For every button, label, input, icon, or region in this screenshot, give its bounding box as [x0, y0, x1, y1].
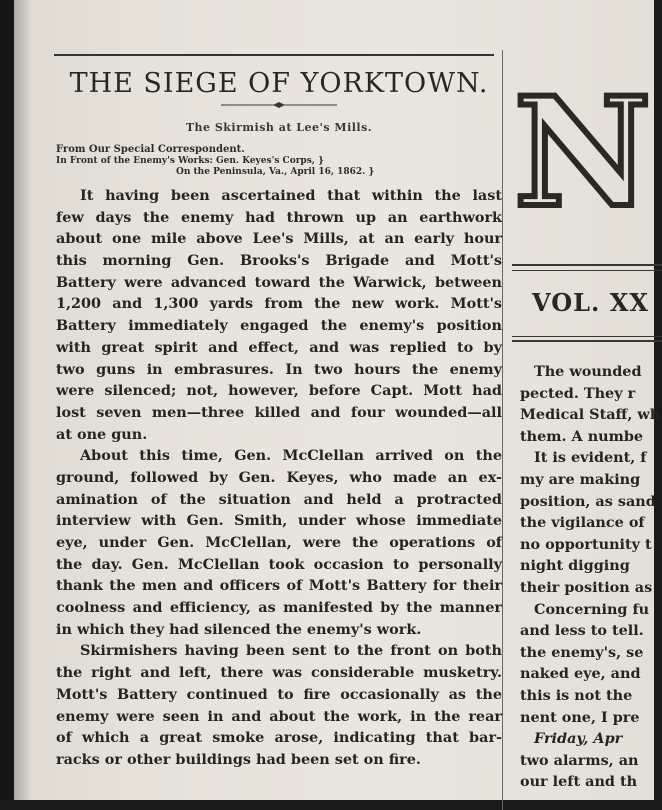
- column-line: Friday, Apr: [534, 730, 623, 748]
- masthead-rule: [512, 340, 662, 342]
- column-line: two alarms, an: [520, 751, 639, 769]
- body-line: 1,200 and 1,300 yards from the new work. Mott's: [56, 295, 502, 313]
- body-line: interview with Gen. Smith, under whose immediate: [56, 512, 502, 530]
- masthead-rule: [512, 264, 662, 266]
- column-line: the enemy's, se: [520, 643, 644, 661]
- body-line: About this time, Gen. McClellan arrived on the: [80, 447, 502, 465]
- column-line: my are making: [520, 470, 641, 488]
- column-line: no opportunity t: [520, 535, 652, 553]
- article-column: [56, 60, 502, 771]
- column-line: them. A numbe: [520, 427, 644, 445]
- body-line: this morning Gen. Brooks's Brigade and Mott's: [56, 252, 502, 270]
- body-line: the right and left, there was considerable musketry.: [56, 664, 502, 682]
- column-line: nent one, I pre: [520, 708, 640, 726]
- body-line: eye, under Gen. McClellan, were the operations of: [56, 534, 502, 551]
- body-line: racks or other buildings had been set on fire.: [56, 750, 421, 768]
- body-line: lost seven men—three killed and four wounded—all: [56, 403, 502, 421]
- body-line: Mott's Battery continued to fire occasionally as the: [56, 685, 502, 703]
- top-rule: [54, 54, 494, 56]
- column-line: The wounded: [534, 363, 642, 380]
- column-line: Concerning fu: [534, 600, 650, 618]
- column-line: It is evident, f: [534, 449, 647, 467]
- body-line: Skirmishers having been sent to the front on both: [80, 642, 502, 660]
- column-line: position, as sand: [520, 492, 656, 510]
- article-byline: From Our Special Correspondent.: [56, 144, 245, 155]
- body-line: ground, followed by Gen. Keyes, who made an ex-: [56, 468, 502, 486]
- column-line: our left and th: [520, 773, 638, 791]
- body-line: thank the men and officers of Mott's Battery for their: [56, 577, 502, 595]
- body-line: Battery were advanced toward the Warwick, between: [56, 273, 502, 291]
- volume-label: VOL. XX: [532, 288, 649, 317]
- article-headline: THE SIEGE OF YORKTOWN.: [69, 68, 489, 99]
- dateline-line-2: On the Peninsula, Va., April 16, 1862. }: [176, 167, 375, 177]
- body-line: few days the enemy had thrown up an earthwork: [56, 208, 502, 226]
- body-line: in which they had silenced the enemy's work.: [56, 620, 422, 638]
- column-line: this is not the: [520, 686, 633, 704]
- column-line: naked eye, and: [520, 665, 641, 683]
- body-line: with great spirit and effect, and was replied to by: [56, 338, 502, 356]
- masthead-initial: [514, 65, 654, 241]
- adjacent-column-text: [520, 361, 660, 793]
- newspaper-page: [14, 0, 661, 800]
- article-body: [56, 185, 502, 771]
- body-line: the day. Gen. McClellan took occasion to personally: [56, 555, 502, 573]
- column-line: and less to tell.: [520, 622, 644, 640]
- masthead-letter: N: [514, 65, 652, 241]
- body-line: amination of the situation and held a protracted: [56, 490, 502, 508]
- body-line: coolness and efficiency, as manifested by the manner: [56, 599, 502, 617]
- body-line: were silenced; not, however, before Capt. Mott had: [56, 382, 502, 400]
- column-line: pected. They r: [520, 384, 636, 402]
- ornament-divider: [219, 101, 339, 109]
- column-line: their position as: [520, 578, 653, 596]
- masthead-rule: [512, 336, 662, 337]
- adjacent-column: [510, 0, 660, 800]
- column-line: Medical Staff, wh: [520, 406, 661, 424]
- body-line: of which a great smoke arose, indicating that bar-: [56, 729, 502, 747]
- article-dateline: [56, 156, 502, 178]
- body-line: two guns in embrasures. In two hours the enemy: [56, 360, 502, 378]
- dateline-line-1: In Front of the Enemy's Works: Gen. Keyes's Corps, }: [56, 156, 324, 166]
- article-subheadline: The Skirmish at Lee's Mills.: [185, 121, 373, 134]
- body-line: enemy were seen in and about the work, in the rear: [56, 707, 502, 725]
- masthead-rule: [512, 270, 662, 271]
- body-line: Battery immediately engaged the enemy's position: [56, 317, 502, 335]
- body-line: It having been ascertained that within the last: [80, 187, 502, 204]
- column-line: the vigilance of: [520, 514, 645, 532]
- body-line: at one gun.: [56, 425, 148, 443]
- column-rule: [502, 50, 503, 810]
- column-line: night digging: [520, 557, 630, 575]
- body-line: about one mile above Lee's Mills, at an early hour: [56, 230, 502, 248]
